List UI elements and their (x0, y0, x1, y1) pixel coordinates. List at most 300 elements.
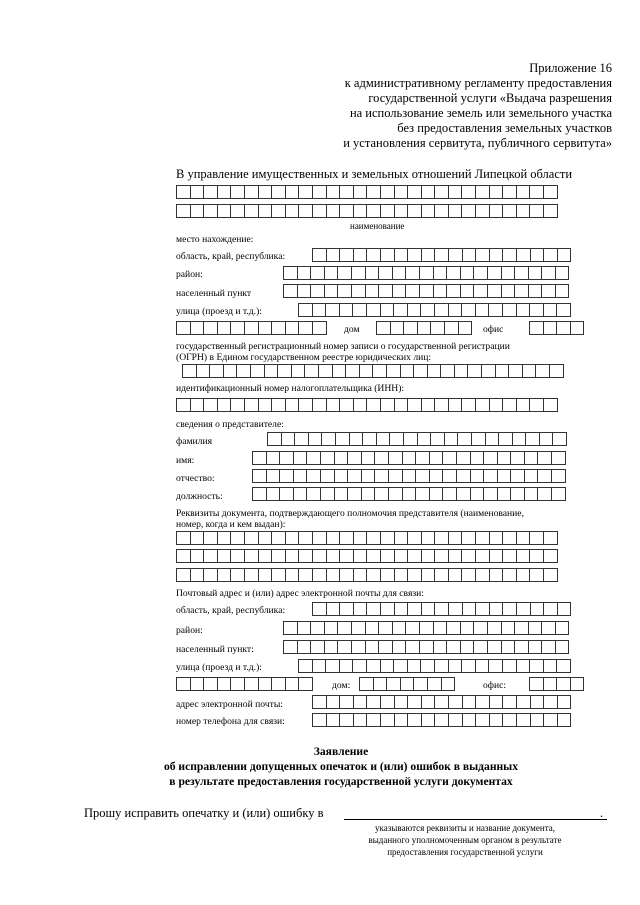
char-cell[interactable] (522, 364, 537, 378)
char-cell[interactable] (334, 487, 349, 501)
char-cell[interactable] (279, 451, 294, 465)
char-cell[interactable] (203, 677, 218, 691)
char-cell[interactable] (556, 677, 571, 691)
char-cell[interactable] (433, 266, 448, 280)
char-cell[interactable] (298, 321, 313, 335)
char-cell[interactable] (339, 185, 354, 199)
char-cell[interactable] (448, 248, 463, 262)
char-cell[interactable] (541, 621, 556, 635)
char-cell[interactable] (528, 284, 543, 298)
char-cell[interactable] (539, 432, 554, 446)
char-cell[interactable] (543, 602, 558, 616)
char-cell[interactable] (258, 204, 273, 218)
char-cell[interactable] (298, 185, 313, 199)
char-cell[interactable] (326, 204, 341, 218)
char-cell[interactable] (366, 713, 381, 727)
char-cell[interactable] (543, 695, 558, 709)
char-cell[interactable] (502, 204, 517, 218)
char-cell[interactable] (407, 602, 422, 616)
char-cell[interactable] (461, 568, 476, 582)
char-cell[interactable] (258, 677, 273, 691)
char-cell[interactable] (413, 364, 428, 378)
char-cell[interactable] (421, 398, 436, 412)
postal-office-field[interactable] (529, 677, 583, 691)
char-cell[interactable] (337, 621, 352, 635)
char-cell[interactable] (458, 321, 473, 335)
char-cell[interactable] (393, 659, 408, 673)
char-cell[interactable] (244, 677, 259, 691)
char-cell[interactable] (529, 568, 544, 582)
char-cell[interactable] (392, 266, 407, 280)
char-cell[interactable] (427, 677, 442, 691)
char-cell[interactable] (353, 185, 368, 199)
email-field[interactable] (312, 695, 570, 709)
char-cell[interactable] (415, 469, 430, 483)
char-cell[interactable] (380, 531, 395, 545)
char-cell[interactable] (556, 321, 571, 335)
char-cell[interactable] (419, 640, 434, 654)
char-cell[interactable] (339, 713, 354, 727)
char-cell[interactable] (434, 303, 449, 317)
char-cell[interactable] (543, 185, 558, 199)
char-cell[interactable] (271, 204, 286, 218)
char-cell[interactable] (419, 266, 434, 280)
char-cell[interactable] (388, 487, 403, 501)
char-cell[interactable] (312, 713, 327, 727)
postal-extra-field[interactable] (176, 677, 312, 691)
char-cell[interactable] (454, 364, 469, 378)
char-cell[interactable] (440, 364, 455, 378)
char-cell[interactable] (312, 303, 327, 317)
char-cell[interactable] (393, 303, 408, 317)
char-cell[interactable] (442, 451, 457, 465)
char-cell[interactable] (312, 659, 327, 673)
char-cell[interactable] (378, 266, 393, 280)
char-cell[interactable] (510, 469, 525, 483)
char-cell[interactable] (497, 469, 512, 483)
char-cell[interactable] (264, 364, 279, 378)
char-cell[interactable] (421, 602, 436, 616)
char-cell[interactable] (524, 451, 539, 465)
char-cell[interactable] (417, 432, 432, 446)
char-cell[interactable] (456, 487, 471, 501)
char-cell[interactable] (230, 531, 245, 545)
char-cell[interactable] (281, 432, 296, 446)
char-cell[interactable] (352, 659, 367, 673)
char-cell[interactable] (380, 204, 395, 218)
char-cell[interactable] (461, 303, 476, 317)
char-cell[interactable] (362, 432, 377, 446)
char-cell[interactable] (514, 640, 529, 654)
char-cell[interactable] (483, 451, 498, 465)
char-cell[interactable] (462, 602, 477, 616)
char-cell[interactable] (529, 185, 544, 199)
char-cell[interactable] (353, 568, 368, 582)
char-cell[interactable] (537, 487, 552, 501)
char-cell[interactable] (570, 677, 585, 691)
char-cell[interactable] (312, 398, 327, 412)
char-cell[interactable] (516, 204, 531, 218)
char-cell[interactable] (543, 713, 558, 727)
char-cell[interactable] (312, 695, 327, 709)
char-cell[interactable] (421, 248, 436, 262)
char-cell[interactable] (448, 185, 463, 199)
char-cell[interactable] (516, 531, 531, 545)
char-cell[interactable] (365, 621, 380, 635)
char-cell[interactable] (388, 451, 403, 465)
char-cell[interactable] (427, 364, 442, 378)
char-cell[interactable] (448, 549, 463, 563)
char-cell[interactable] (258, 568, 273, 582)
char-cell[interactable] (420, 303, 435, 317)
char-cell[interactable] (514, 284, 529, 298)
char-cell[interactable] (421, 549, 436, 563)
char-cell[interactable] (537, 451, 552, 465)
char-cell[interactable] (298, 568, 313, 582)
char-cell[interactable] (365, 640, 380, 654)
char-cell[interactable] (448, 659, 463, 673)
char-cell[interactable] (380, 659, 395, 673)
postal-house-field[interactable] (359, 677, 454, 691)
char-cell[interactable] (529, 398, 544, 412)
char-cell[interactable] (298, 531, 313, 545)
char-cell[interactable] (502, 303, 517, 317)
postal-region-field[interactable] (312, 602, 570, 616)
char-cell[interactable] (485, 432, 500, 446)
char-cell[interactable] (405, 640, 420, 654)
char-cell[interactable] (326, 549, 341, 563)
char-cell[interactable] (543, 398, 558, 412)
char-cell[interactable] (448, 695, 463, 709)
char-cell[interactable] (421, 185, 436, 199)
char-cell[interactable] (392, 640, 407, 654)
char-cell[interactable] (394, 602, 409, 616)
char-cell[interactable] (473, 640, 488, 654)
char-cell[interactable] (524, 469, 539, 483)
char-cell[interactable] (217, 185, 232, 199)
char-cell[interactable] (434, 659, 449, 673)
char-cell[interactable] (441, 677, 456, 691)
char-cell[interactable] (502, 531, 517, 545)
char-cell[interactable] (366, 303, 381, 317)
char-cell[interactable] (326, 568, 341, 582)
char-cell[interactable] (339, 248, 354, 262)
char-cell[interactable] (489, 713, 504, 727)
char-cell[interactable] (497, 451, 512, 465)
char-cell[interactable] (258, 321, 273, 335)
char-cell[interactable] (366, 602, 381, 616)
char-cell[interactable] (543, 303, 558, 317)
char-cell[interactable] (516, 568, 531, 582)
office-field[interactable] (529, 321, 583, 335)
char-cell[interactable] (283, 640, 298, 654)
char-cell[interactable] (353, 549, 368, 563)
char-cell[interactable] (271, 531, 286, 545)
char-cell[interactable] (444, 432, 459, 446)
char-cell[interactable] (461, 204, 476, 218)
char-cell[interactable] (529, 549, 544, 563)
char-cell[interactable] (266, 487, 281, 501)
char-cell[interactable] (489, 531, 504, 545)
char-cell[interactable] (407, 695, 422, 709)
char-cell[interactable] (176, 531, 191, 545)
char-cell[interactable] (244, 204, 259, 218)
char-cell[interactable] (217, 204, 232, 218)
char-cell[interactable] (415, 451, 430, 465)
char-cell[interactable] (475, 549, 490, 563)
surname-field[interactable] (267, 432, 566, 446)
char-cell[interactable] (380, 248, 395, 262)
char-cell[interactable] (352, 303, 367, 317)
char-cell[interactable] (380, 713, 395, 727)
settlement-field[interactable] (283, 284, 568, 298)
char-cell[interactable] (366, 185, 381, 199)
char-cell[interactable] (326, 713, 341, 727)
doc-field-row-3[interactable] (176, 568, 557, 582)
char-cell[interactable] (489, 602, 504, 616)
char-cell[interactable] (266, 469, 281, 483)
char-cell[interactable] (306, 469, 321, 483)
char-cell[interactable] (279, 487, 294, 501)
char-cell[interactable] (421, 531, 436, 545)
char-cell[interactable] (434, 531, 449, 545)
char-cell[interactable] (510, 451, 525, 465)
char-cell[interactable] (475, 204, 490, 218)
char-cell[interactable] (495, 364, 510, 378)
org-name-row-1[interactable] (176, 185, 557, 199)
ogrn-field[interactable] (182, 364, 563, 378)
char-cell[interactable] (339, 549, 354, 563)
char-cell[interactable] (386, 364, 401, 378)
doc-field-row-2[interactable] (176, 549, 557, 563)
char-cell[interactable] (372, 364, 387, 378)
char-cell[interactable] (230, 321, 245, 335)
char-cell[interactable] (446, 621, 461, 635)
doc-field-row-1[interactable] (176, 531, 557, 545)
char-cell[interactable] (528, 621, 543, 635)
char-cell[interactable] (460, 284, 475, 298)
char-cell[interactable] (392, 621, 407, 635)
char-cell[interactable] (258, 549, 273, 563)
char-cell[interactable] (497, 487, 512, 501)
char-cell[interactable] (448, 398, 463, 412)
char-cell[interactable] (361, 469, 376, 483)
char-cell[interactable] (389, 432, 404, 446)
char-cell[interactable] (555, 284, 570, 298)
char-cell[interactable] (298, 549, 313, 563)
char-cell[interactable] (502, 549, 517, 563)
char-cell[interactable] (297, 284, 312, 298)
char-cell[interactable] (312, 602, 327, 616)
region-field[interactable] (312, 248, 570, 262)
char-cell[interactable] (502, 695, 517, 709)
char-cell[interactable] (217, 531, 232, 545)
char-cell[interactable] (430, 432, 445, 446)
char-cell[interactable] (304, 364, 319, 378)
district-field[interactable] (283, 266, 568, 280)
char-cell[interactable] (203, 321, 218, 335)
char-cell[interactable] (203, 398, 218, 412)
char-cell[interactable] (366, 398, 381, 412)
char-cell[interactable] (508, 364, 523, 378)
postal-settlement-field[interactable] (283, 640, 568, 654)
request-input-line[interactable] (344, 819, 607, 820)
char-cell[interactable] (351, 266, 366, 280)
char-cell[interactable] (448, 531, 463, 545)
char-cell[interactable] (394, 185, 409, 199)
char-cell[interactable] (190, 568, 205, 582)
char-cell[interactable] (332, 364, 347, 378)
char-cell[interactable] (223, 364, 238, 378)
char-cell[interactable] (324, 284, 339, 298)
char-cell[interactable] (430, 321, 445, 335)
char-cell[interactable] (403, 321, 418, 335)
char-cell[interactable] (407, 531, 422, 545)
char-cell[interactable] (543, 204, 558, 218)
char-cell[interactable] (349, 432, 364, 446)
char-cell[interactable] (417, 321, 432, 335)
char-cell[interactable] (516, 398, 531, 412)
char-cell[interactable] (366, 549, 381, 563)
char-cell[interactable] (487, 284, 502, 298)
char-cell[interactable] (415, 487, 430, 501)
char-cell[interactable] (498, 432, 513, 446)
char-cell[interactable] (434, 695, 449, 709)
char-cell[interactable] (516, 602, 531, 616)
street-field[interactable] (298, 303, 570, 317)
char-cell[interactable] (444, 321, 459, 335)
char-cell[interactable] (335, 432, 350, 446)
char-cell[interactable] (530, 713, 545, 727)
char-cell[interactable] (407, 303, 422, 317)
char-cell[interactable] (530, 248, 545, 262)
char-cell[interactable] (190, 531, 205, 545)
char-cell[interactable] (394, 531, 409, 545)
char-cell[interactable] (176, 321, 191, 335)
char-cell[interactable] (543, 568, 558, 582)
char-cell[interactable] (442, 487, 457, 501)
char-cell[interactable] (557, 602, 572, 616)
char-cell[interactable] (203, 549, 218, 563)
char-cell[interactable] (176, 398, 191, 412)
char-cell[interactable] (529, 303, 544, 317)
char-cell[interactable] (283, 284, 298, 298)
char-cell[interactable] (510, 487, 525, 501)
postal-street-field[interactable] (298, 659, 570, 673)
char-cell[interactable] (351, 284, 366, 298)
char-cell[interactable] (285, 398, 300, 412)
char-cell[interactable] (502, 659, 517, 673)
char-cell[interactable] (339, 531, 354, 545)
char-cell[interactable] (400, 364, 415, 378)
char-cell[interactable] (516, 549, 531, 563)
char-cell[interactable] (556, 303, 571, 317)
char-cell[interactable] (489, 248, 504, 262)
char-cell[interactable] (446, 266, 461, 280)
char-cell[interactable] (543, 531, 558, 545)
char-cell[interactable] (366, 568, 381, 582)
char-cell[interactable] (203, 531, 218, 545)
char-cell[interactable] (312, 568, 327, 582)
char-cell[interactable] (267, 432, 282, 446)
char-cell[interactable] (475, 568, 490, 582)
char-cell[interactable] (434, 204, 449, 218)
char-cell[interactable] (473, 621, 488, 635)
char-cell[interactable] (326, 602, 341, 616)
char-cell[interactable] (483, 469, 498, 483)
char-cell[interactable] (353, 398, 368, 412)
char-cell[interactable] (339, 659, 354, 673)
char-cell[interactable] (297, 640, 312, 654)
char-cell[interactable] (419, 621, 434, 635)
char-cell[interactable] (291, 364, 306, 378)
char-cell[interactable] (217, 321, 232, 335)
char-cell[interactable] (285, 549, 300, 563)
char-cell[interactable] (182, 364, 197, 378)
char-cell[interactable] (244, 185, 259, 199)
char-cell[interactable] (230, 185, 245, 199)
char-cell[interactable] (252, 469, 267, 483)
char-cell[interactable] (405, 621, 420, 635)
char-cell[interactable] (176, 185, 191, 199)
char-cell[interactable] (501, 284, 516, 298)
char-cell[interactable] (334, 469, 349, 483)
char-cell[interactable] (541, 284, 556, 298)
postal-district-field[interactable] (283, 621, 568, 635)
char-cell[interactable] (271, 568, 286, 582)
char-cell[interactable] (324, 621, 339, 635)
char-cell[interactable] (351, 640, 366, 654)
char-cell[interactable] (279, 469, 294, 483)
char-cell[interactable] (433, 640, 448, 654)
char-cell[interactable] (557, 695, 572, 709)
char-cell[interactable] (543, 677, 558, 691)
char-cell[interactable] (535, 364, 550, 378)
char-cell[interactable] (244, 568, 259, 582)
char-cell[interactable] (421, 204, 436, 218)
char-cell[interactable] (203, 204, 218, 218)
char-cell[interactable] (337, 266, 352, 280)
position-field[interactable] (252, 487, 565, 501)
char-cell[interactable] (407, 248, 422, 262)
char-cell[interactable] (283, 621, 298, 635)
char-cell[interactable] (537, 469, 552, 483)
char-cell[interactable] (326, 185, 341, 199)
char-cell[interactable] (489, 398, 504, 412)
char-cell[interactable] (337, 284, 352, 298)
char-cell[interactable] (529, 677, 544, 691)
char-cell[interactable] (434, 713, 449, 727)
char-cell[interactable] (310, 621, 325, 635)
char-cell[interactable] (380, 568, 395, 582)
char-cell[interactable] (285, 531, 300, 545)
char-cell[interactable] (461, 549, 476, 563)
char-cell[interactable] (334, 451, 349, 465)
char-cell[interactable] (353, 713, 368, 727)
char-cell[interactable] (359, 364, 374, 378)
char-cell[interactable] (283, 266, 298, 280)
char-cell[interactable] (298, 303, 313, 317)
char-cell[interactable] (502, 248, 517, 262)
char-cell[interactable] (481, 364, 496, 378)
char-cell[interactable] (390, 321, 405, 335)
char-cell[interactable] (551, 469, 566, 483)
char-cell[interactable] (543, 549, 558, 563)
char-cell[interactable] (552, 432, 567, 446)
char-cell[interactable] (394, 568, 409, 582)
patronymic-field[interactable] (252, 469, 565, 483)
char-cell[interactable] (446, 284, 461, 298)
